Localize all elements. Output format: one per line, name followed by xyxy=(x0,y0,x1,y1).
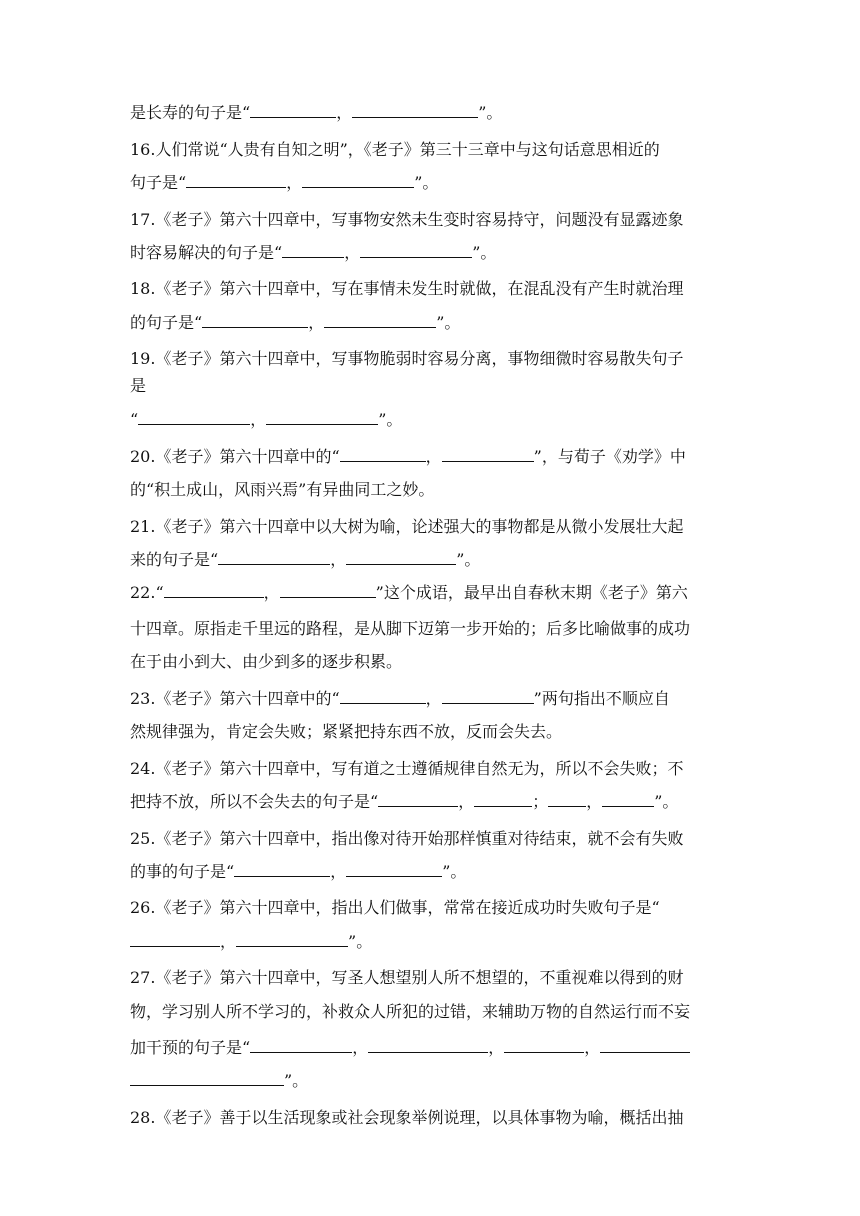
answer-blank[interactable] xyxy=(360,243,472,258)
question-19-line-3: “ ， ”。 xyxy=(130,410,403,429)
answer-blank[interactable] xyxy=(442,447,534,462)
answer-blank[interactable] xyxy=(600,1038,690,1053)
answer-blank[interactable] xyxy=(250,103,336,118)
question-18-line-1: 18.《老子》第六十四章中，写在事情未发生时就做，在混乱没有产生时就治理 xyxy=(130,279,684,298)
answer-blank[interactable] xyxy=(324,313,436,328)
answer-blank[interactable] xyxy=(130,932,220,947)
question-25-line-2: 的事的句子是“ ， ”。 xyxy=(130,862,467,881)
question-26-line-2: ， ”。 xyxy=(130,932,734,952)
answer-blank[interactable] xyxy=(236,932,348,947)
answer-blank[interactable] xyxy=(368,1038,488,1053)
answer-blank[interactable] xyxy=(352,103,478,118)
question-17-line-2: 时容易解决的句子是“ ， ”。 xyxy=(130,243,497,262)
answer-blank[interactable] xyxy=(504,1038,584,1053)
answer-blank[interactable] xyxy=(340,689,426,704)
answer-blank[interactable] xyxy=(340,447,426,462)
question-15-line-2: 是长寿的句子是“ ， ”。 xyxy=(130,103,503,122)
question-22-line-2: 十四章。原指走千里远的路程，是从脚下迈第一步开始的；后多比喻做事的成功 xyxy=(130,619,691,638)
answer-blank[interactable] xyxy=(378,792,458,807)
answer-blank[interactable] xyxy=(250,1038,352,1053)
answer-blank[interactable] xyxy=(130,1071,284,1086)
question-24-line-1: 24.《老子》第六十四章中，写有道之士遵循规律自然无为，所以不会失败；不 xyxy=(130,759,684,778)
question-25-line-1: 25.《老子》第六十四章中，指出像对待开始那样慎重对待结束，就不会有失败 xyxy=(130,829,684,848)
answer-blank[interactable] xyxy=(602,792,654,807)
question-22-line-3: 在于由小到大、由少到多的逐步积累。 xyxy=(130,652,403,671)
answer-blank[interactable] xyxy=(346,862,442,877)
question-23-line-2: 然规律强为，肯定会失败；紧紧把持东西不放，反而会失去。 xyxy=(130,722,563,741)
answer-blank[interactable] xyxy=(266,410,378,425)
answer-blank[interactable] xyxy=(138,410,250,425)
question-26-line-1: 26.《老子》第六十四章中，指出人们做事，常常在接近成功时失败句子是“ xyxy=(130,898,660,917)
answer-blank[interactable] xyxy=(280,583,376,598)
answer-blank[interactable] xyxy=(548,792,586,807)
question-20-line-2: 的“积土成山，风雨兴焉”有异曲同工之妙。 xyxy=(130,480,435,499)
question-21-line-2: 来的句子是“ ， ”。 xyxy=(130,550,481,569)
question-22-line-1: 22.“ ， ”这个成语，最早出自春秋末期《老子》第六 xyxy=(130,583,688,602)
answer-blank[interactable] xyxy=(234,862,330,877)
answer-blank[interactable] xyxy=(474,792,532,807)
question-21-line-1: 21.《老子》第六十四章中以大树为喻，论述强大的事物都是从微小发展壮大起 xyxy=(130,517,684,536)
question-24-line-2: 把持不放，所以不会失去的句子是“ ， ； ， ”。 xyxy=(130,792,679,811)
question-16-line-1: 16.人们常说“人贵有自知之明”，《老子》第三十三章中与这句话意思相近的 xyxy=(130,140,660,159)
question-27-line-1: 27.《老子》第六十四章中，写圣人想望别人所不想望的，不重视难以得到的财 xyxy=(130,968,684,987)
answer-blank[interactable] xyxy=(282,243,344,258)
question-27-line-3: 加干预的句子是“ ， ， ， xyxy=(130,1038,734,1058)
question-28-line-1: 28.《老子》善于以生活现象或社会现象举例说理，以具体事物为喻，概括出抽 xyxy=(130,1108,684,1127)
answer-blank[interactable] xyxy=(186,173,286,188)
question-23-line-1: 23.《老子》第六十四章中的“ ， ”两句指出不顺应自 xyxy=(130,689,670,708)
answer-blank[interactable] xyxy=(164,583,264,598)
answer-blank[interactable] xyxy=(346,550,456,565)
answer-blank[interactable] xyxy=(218,550,330,565)
question-17-line-1: 17.《老子》第六十四章中，写事物安然未生变时容易持守，问题没有显露迹象 xyxy=(130,210,684,229)
answer-blank[interactable] xyxy=(302,173,414,188)
question-18-line-2: 的句子是“ ， ”。 xyxy=(130,313,461,332)
question-16-line-2: 句子是“ ， ”。 xyxy=(130,173,439,192)
answer-blank[interactable] xyxy=(202,313,308,328)
question-27-line-2: 物，学习别人所不学习的，补救众人所犯的过错，来辅助万物的自然运行而不妄 xyxy=(130,1002,691,1021)
answer-blank[interactable] xyxy=(442,689,534,704)
question-20-line-1: 20.《老子》第六十四章中的“ ， ”，与荀子《劝学》中 xyxy=(130,447,686,466)
question-19-line-2: 是 xyxy=(130,376,147,395)
question-19-line-1: 19.《老子》第六十四章中，写事物脆弱时容易分离，事物细微时容易散失句子 xyxy=(130,349,684,368)
question-27-line-4: ”。 xyxy=(130,1071,734,1091)
